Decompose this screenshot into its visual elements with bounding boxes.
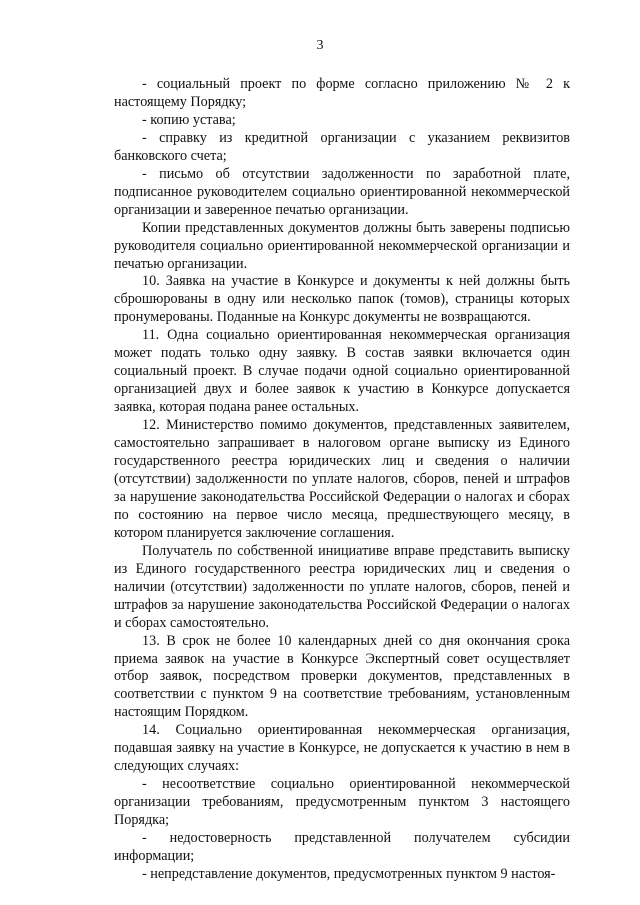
paragraph-charter-copy: - копию устава;: [142, 111, 236, 128]
paragraph-item-11: 11. Одна социально ориентированная некоммерческая организация может подать только одну заявку. В состав заявки включается один социальный проект. В случае подачи одной социально ориентированной организацией двух и более заявок к участию в Конкурсе допускается заявка, которая подана ранее остальных.: [114, 327, 570, 416]
page-number: 3: [316, 38, 324, 53]
paragraph-item-10: 10. Заявка на участие в Конкурсе и документы к ней должны быть сброшюрованы в одну или несколько папок (томов), страницы которых пронумерованы. Поданные на Конкурс документы не возвращаются.: [114, 273, 570, 326]
paragraph-item-12: 12. Министерство помимо документов, представленных заявителем, самостоятельно запрашивает в налоговом органе выписку из Единого государственного реестра юридических лиц и сведения о наличии (отсутствии) задолженности по уплате налогов, сборов, пеней и штрафов за нарушение законодательства Российской Федерации о налогах и сборах по состоянию на первое число месяца, предшествующего месяцу, в котором планируется заключение соглашения.: [114, 417, 570, 541]
paragraph-noncompliance: - несоответствие социально ориентированной некоммерческой организации требованиям, предусмотренным пунктом 3 настоящего Порядка;: [114, 776, 570, 829]
document-body: [114, 76, 570, 884]
paragraph-bank-certificate: - справку из кредитной организации с указанием реквизитов банковского счета;: [114, 129, 570, 164]
paragraph-item-13: 13. В срок не более 10 календарных дней со дня окончания срока приема заявок на участие в Конкурсе Экспертный совет осуществляет отбор заявок, посредством проверки документов, представленных в соответствии с пунктом 9 на соответствие требованиям, установленным настоящим Порядком.: [114, 632, 570, 721]
paragraph-unreliable-info: - недостоверность представленной получателем субсидии информации;: [114, 830, 570, 864]
paragraph-item-14: 14. Социально ориентированная некоммерческая организация, подавшая заявку на участие в Конкурсе, не допускается к участию в нем в следующих случаях:: [114, 722, 570, 775]
paragraph-no-debt-letter: - письмо об отсутствии задолженности по заработной плате, подписанное руководителем социально ориентированной некоммерческой организации и заверенное печатью организации.: [114, 165, 570, 218]
paragraph-recipient-initiative: Получатель по собственной инициативе вправе представить выписку из Единого государственного реестра юридических лиц и сведения о наличии (отсутствии) задолженности по уплате налогов, сборов, пеней и штрафов за нарушение законодательства Российской Федерации о налогах и сборах самостоятельно.: [114, 542, 570, 631]
paragraph-certified-copies: Копии представленных документов должны быть заверены подписью руководителя социально ориентированной некоммерческой организации и печатью организации.: [114, 219, 570, 272]
paragraph-missing-documents: - непредставление документов, предусмотренных пунктом 9 настоя-: [142, 865, 556, 882]
paragraph-social-project: - социальный проект по форме согласно приложению № 2 к настоящему Порядку;: [114, 76, 570, 110]
